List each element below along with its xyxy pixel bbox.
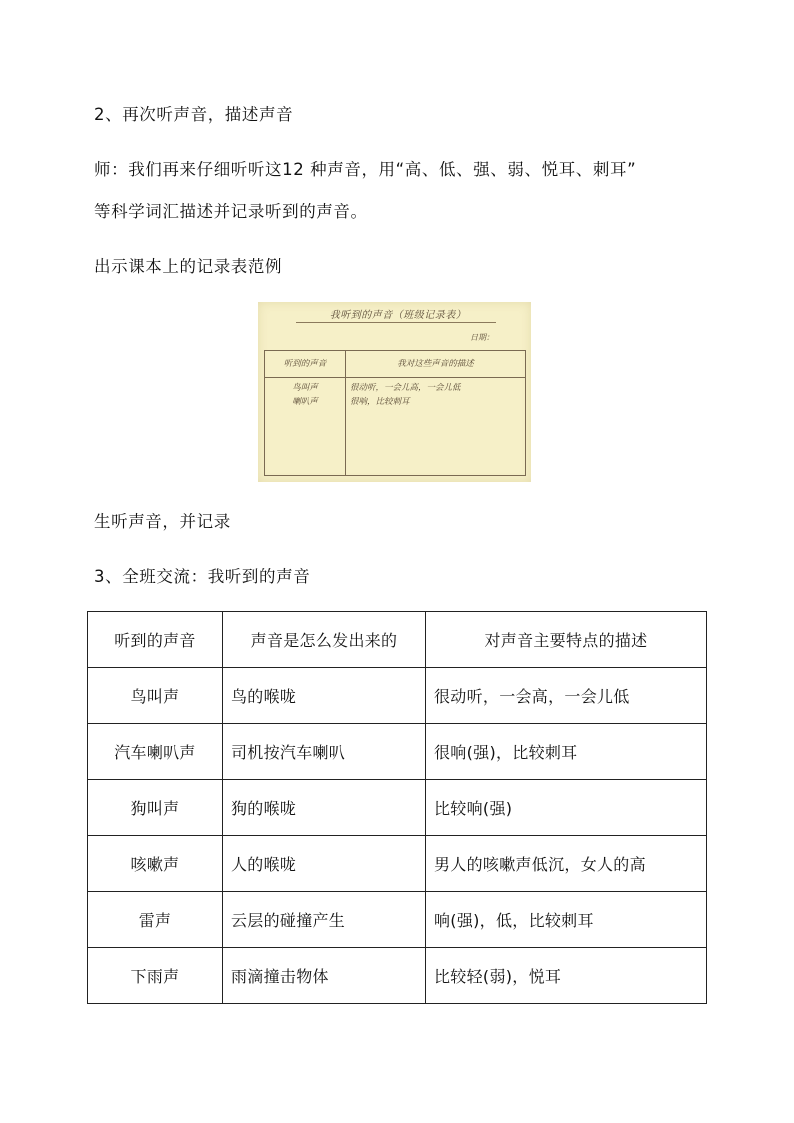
photo-title-underline [296, 322, 496, 323]
table-row [88, 668, 707, 724]
photo-sounds-cell [265, 378, 346, 476]
header-how-produced: 声音是怎么发出来的 [223, 612, 426, 668]
cell-sound: 咳嗽声 [88, 836, 223, 892]
cell-source: 司机按汽车喇叭 [223, 724, 426, 780]
cell-description: 男人的咳嗽声低沉，女人的高 [426, 836, 707, 892]
photo-header-description: 我对这些声音的描述 [346, 351, 526, 378]
cell-sound: 下雨声 [88, 948, 223, 1004]
cell-description: 很响(强)，比较刺耳 [426, 724, 707, 780]
cell-description: 比较响(强) [426, 780, 707, 836]
table-row [88, 836, 707, 892]
header-sound-heard: 听到的声音 [88, 612, 223, 668]
cell-description: 很动听，一会高，一会儿低 [426, 668, 707, 724]
photo-record-table [264, 350, 526, 476]
photo-descriptions-cell [346, 378, 526, 476]
photo-description-item: 很动听，一会儿高，一会儿低 [350, 383, 461, 393]
cell-sound: 狗叫声 [88, 780, 223, 836]
teacher-instruction-line2: 等科学词汇描述并记录听到的声音。 [94, 202, 368, 221]
table-row [88, 724, 707, 780]
cell-source: 云层的碰撞产生 [223, 892, 426, 948]
table-row [88, 892, 707, 948]
step2-heading: 2、再次听声音，描述声音 [94, 105, 294, 124]
table-row [88, 780, 707, 836]
students-record-text: 生听声音，并记录 [94, 512, 231, 531]
record-form-photo [258, 302, 531, 482]
table-header-row [88, 612, 707, 668]
header-main-features: 对声音主要特点的描述 [426, 612, 707, 668]
cell-description: 比较轻(弱)，悦耳 [426, 948, 707, 1004]
table-row [88, 948, 707, 1004]
photo-date-label: 日期： [470, 333, 494, 342]
cell-source: 狗的喉咙 [223, 780, 426, 836]
cell-description: 响(强)，低，比较刺耳 [426, 892, 707, 948]
step3-heading: 3、全班交流：我听到的声音 [94, 567, 311, 586]
teacher-instruction-line1: 师：我们再来仔细听听这12 种声音，用“高、低、强、弱、悦耳、刺耳” [94, 160, 637, 179]
cell-sound: 雷声 [88, 892, 223, 948]
cell-source: 人的喉咙 [223, 836, 426, 892]
cell-source: 雨滴撞击物体 [223, 948, 426, 1004]
photo-sound-item: 喇叭声 [292, 397, 318, 407]
sound-exchange-table [87, 611, 707, 1004]
cell-sound: 鸟叫声 [88, 668, 223, 724]
show-example-text: 出示课本上的记录表范例 [94, 257, 283, 276]
cell-source: 鸟的喉咙 [223, 668, 426, 724]
photo-sound-item: 鸟叫声 [292, 383, 318, 393]
cell-sound: 汽车喇叭声 [88, 724, 223, 780]
photo-header-sound: 听到的声音 [265, 351, 346, 378]
photo-description-item: 很响，比较刺耳 [350, 397, 410, 407]
photo-title: 我听到的声音（班级记录表） [329, 310, 467, 321]
